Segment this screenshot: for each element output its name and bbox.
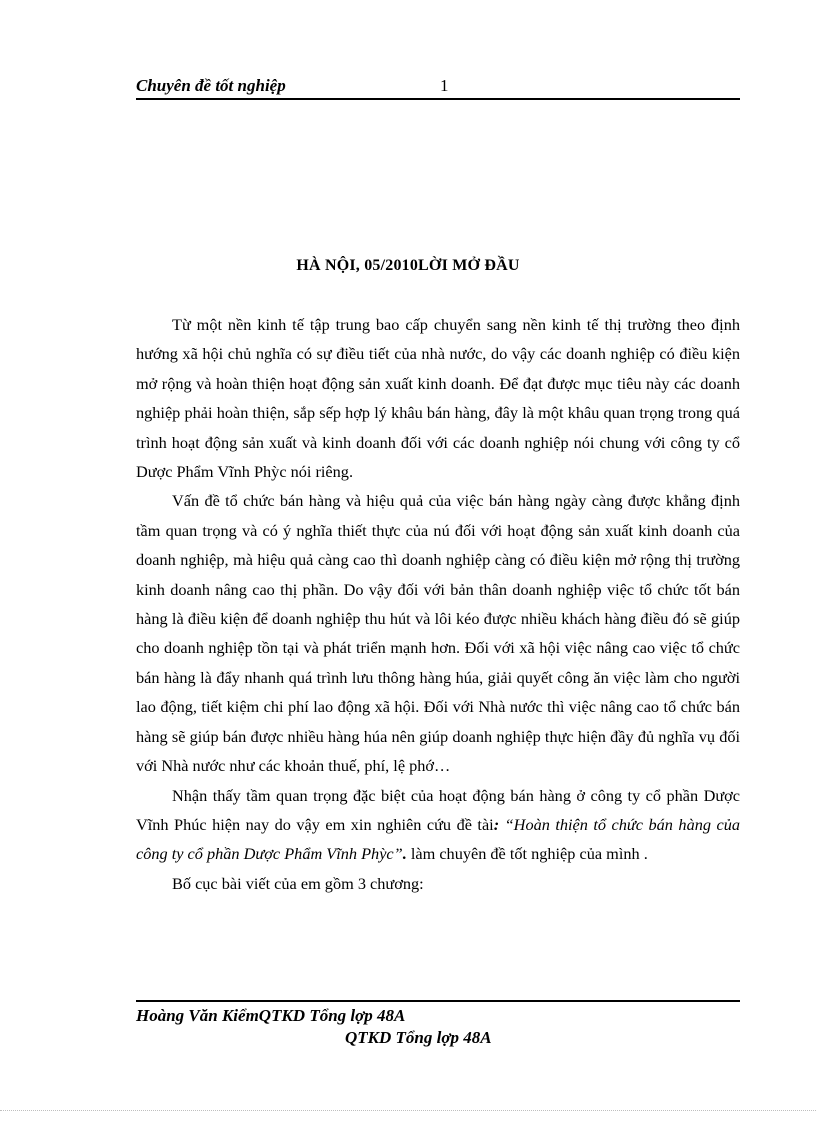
document-body bbox=[136, 310, 740, 898]
page-number: 1 bbox=[440, 76, 449, 95]
paragraph-3 bbox=[136, 781, 740, 869]
footer-class: QTKD Tổng lợp 48A bbox=[345, 1028, 492, 1047]
page-bottom-edge bbox=[0, 1110, 816, 1111]
paragraph-3-start: Nhận thấy tầm quan trọng đặc biệt của hoạt động bán hàng ở công ty cổ phần Dược Vĩnh Phúc hiện nay do vậy em xin nghiên cứu đề tài bbox=[136, 785, 740, 834]
paragraph-1: Từ một nền kinh tế tập trung bao cấp chuyển sang nền kinh tế thị trường theo định hướng xã hội chủ nghĩa có sự điều tiết của nhà nước, do vậy các doanh nghiệp có điều kiện mở rộng và hoàn thiện hoạt động sản xuất kinh doanh. Để đạt được mục tiêu này các doanh nghiệp phải hoàn thiện, sắp sếp hợp lý khâu bán hàng, đây là một khâu quan trọng trong quá trình hoạt động sản xuất và kinh doanh đối với các doanh nghiệp nói chung với công ty cổ Dược Phẩm Vĩnh Phỳc nói riêng. bbox=[136, 315, 740, 482]
thesis-topic-quote: “Hoàn thiện tổ chức bán hàng của công ty cổ phần Dược Phẩm Vĩnh Phỳc” bbox=[136, 814, 740, 864]
paragraph-3-colon: : bbox=[493, 814, 505, 834]
footer-author: Hoàng Văn KiểmQTKD Tổng lợp 48A bbox=[136, 1006, 406, 1025]
paragraph-2: Vấn đề tổ chức bán hàng và hiệu quả của việc bán hàng ngày càng được khẳng định tầm quan trọng và có ý nghĩa thiết thực của nú đối với hoạt động sản xuất kinh doanh của doanh nghiệp, mà hiệu quả càng cao thì doanh nghiệp càng có điều kiện mở rộng thị trường kinh doanh nâng cao thị phần. Do vậy đối với bản thân doanh nghiệp việc tổ chức tốt bán hàng là điều kiện để doanh nghiệp thu hút và lôi kéo được nhiều khách hàng điều đó sẽ giúp cho doanh nghiệp tồn tại và phát triển mạnh hơn. Đối với xã hội việc nâng cao việc tổ chức bán hàng là đẩy nhanh quá trình lưu thông hàng húa, giải quyết công ăn việc làm cho người lao động, tiết kiệm chi phí lao động xã hội. Đối với Nhà nước thì việc nâng cao tổ chức bán hàng sẽ giúp bán được nhiều hàng húa nên giúp doanh nghiệp thực hiện đầy đủ nghĩa vụ đối với Nhà nước như các khoản thuế, phí, lệ phớ… bbox=[136, 491, 740, 776]
paragraph-3-end: làm chuyên đề tốt nghiệp của mình . bbox=[406, 844, 648, 864]
section-heading: HÀ NỘI, 05/2010LỜI MỞ ĐẦU bbox=[296, 257, 520, 274]
paragraph-4: Bố cục bài viết của em gồm 3 chương: bbox=[172, 873, 424, 893]
paragraph-3-dot: . bbox=[402, 844, 407, 864]
header-title: Chuyên đề tốt nghiệp bbox=[136, 76, 286, 95]
footer-divider bbox=[136, 1000, 740, 1002]
page-header bbox=[136, 74, 740, 100]
